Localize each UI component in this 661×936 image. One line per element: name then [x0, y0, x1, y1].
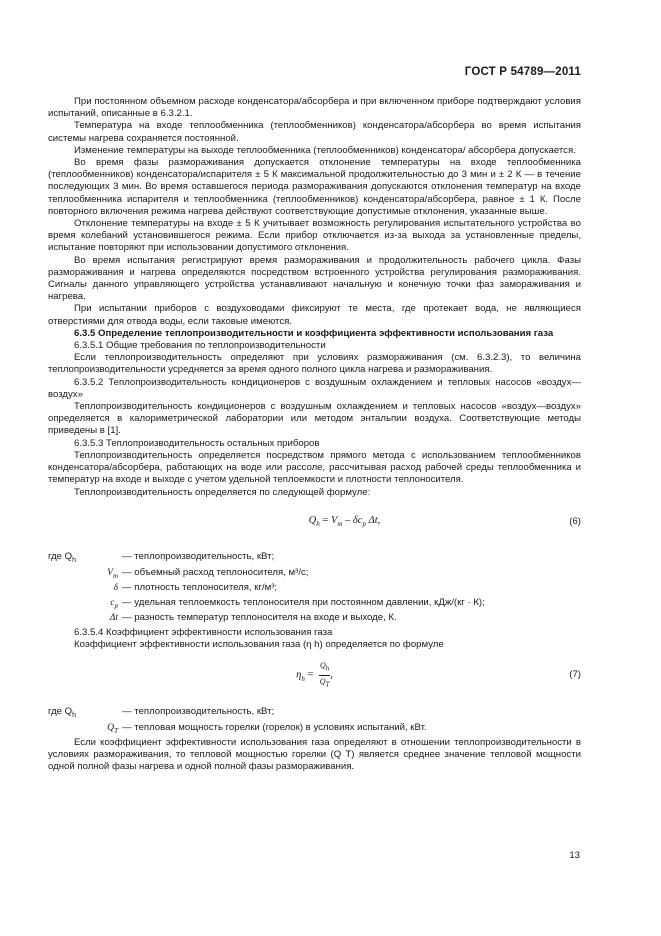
document-body: [48, 96, 581, 773]
subsection-title: 6.3.5.3 Теплопроизводительность остальных приборов: [74, 437, 320, 449]
definition-row: где $Q_h$ — теплопроизводительность, кВт;: [48, 705, 275, 719]
paragraph: Теплопроизводительность определяется по следующей формуле:: [74, 486, 371, 498]
formula-number: (7): [569, 668, 581, 680]
definition-row: $V_m$ — объемный расход теплоносителя, м³/с;: [107, 566, 309, 580]
paragraph: При испытании приборов с воздуховодами фиксируют те места, где протекает вода, не являющиеся отверстиями для отвода воды, если таковые имеются.: [48, 303, 581, 327]
page-number: 13: [569, 850, 580, 861]
definition-row: $c_p$ — удельная теплоемкость теплоносителя при постоянном давлении, кДж/(кг · К);: [110, 597, 485, 610]
subsection-title: 6.3.5.1 Общие требования по теплопроизводительности: [74, 340, 326, 352]
paragraph: Изменение температуры на выходе теплообменника (теплообменников) конденсатора/ абсорбера допускается.: [74, 144, 576, 156]
paragraph: Отклонение температуры на входе ± 5 К учитывает возможность регулирования испытательного устройства во время колебаний установившегося режима. Если прибор отключается из-за выхода за установленные пределы, испытание повторяют при использовании допустимого отклонения.: [48, 218, 581, 254]
definition-row: где $Q_h$ — теплопроизводительность, кВт;: [48, 550, 275, 564]
paragraph: Если коэффициент эффективности использования газа определяют в отношении теплопроизводительности в условиях размораживания, то тепловой мощностью горелки (Q T) является среднее значение тепловой мощности одной полной фазы нагрева и одной полной фазы размораживания.: [48, 736, 581, 773]
fraction: $\frac{Q_h}{Q_T}$: [319, 661, 330, 689]
paragraph: Во время испытания регистрируют время размораживания и продолжительность рабочего цикла. Фазы размораживания и нагрева определяются посредством встроенного устройства регулирования размораживания. Сигналы данного управляющего устройства устанавливают начальную и конечную точки фаз замораживания и нагрева.: [48, 254, 581, 303]
formula-number: (6): [569, 515, 581, 527]
paragraph: Во время фазы размораживания допускается отклонение температуры на входе теплообменника (теплообменников) конденсатора/испарителя ± 5 К максимальной продолжительностью до 3 мин и ± 2 К — в течение последующих 3 мин. Во время оставшегося периода размораживания допускаются отклонения температур на входе теплообменника испарителя и теплообменника (теплообменников) конденсатора/абсорбера, равное ± 1 К. После повторного включения режима нагрева действуют соответствующие допустимые отклонения, указанные выше.: [48, 157, 581, 217]
formula-6: $Q_h = V_m - \delta c_p$ Δt, (6): [308, 515, 581, 529]
formula-7: $\eta_h$ = $\frac{Q_h}{Q_T}$ , (7): [48, 666, 581, 686]
section-heading: 6.3.5 Определение теплопроизводительности и коэффициента эффективности использования газа: [74, 327, 554, 339]
definitions-list: [48, 551, 581, 628]
subsection-title: 6.3.5.4 Коэффициент эффективности использования газа: [74, 627, 333, 639]
paragraph: Температура на входе теплообменника (теплообменников) конденсатора/абсорбера во время испытания системы нагрева сохраняется постоянной.: [48, 120, 581, 144]
paragraph: Теплопроизводительность определяется посредством прямого метода с использованием теплообменников конденсатора/абсорбера, работающих на воде или рассоле, рассчитывая расход рабочей среды теплообменника и температур на входе и выходе с учетом удельной теплоемкости и плотности теплоносителя.: [48, 449, 581, 486]
definitions-list: [48, 706, 581, 737]
definition-row: Δt — разность температур теплоносителя на входе и выходе, К.: [109, 612, 397, 624]
definition-row: $Q_T$ — тепловая мощность горелки (горелок) в условиях испытаний, кВт.: [107, 721, 427, 735]
document-header: ГОСТ Р 54789—2011: [464, 66, 581, 78]
subsection-title: 6.3.5.2 Теплопроизводительность кондиционеров с воздушным охлаждением и тепловых насосов «воздух—воздух»: [48, 376, 581, 400]
paragraph: При постоянном объемном расходе конденсатора/абсорбера и при включенном приборе подтверждают условия испытаний, описанные в 6.3.2.1.: [48, 96, 581, 120]
definition-row: δ — плотность теплоносителя, кг/м³;: [113, 581, 278, 593]
paragraph: Если теплопроизводительность определяют при условиях размораживания (см. 6.3.2.3), то величина теплопроизводительности усредняется за время одного полного цикла нагрева и размораживания.: [48, 352, 581, 376]
paragraph: Теплопроизводительность кондиционеров с воздушным охлаждением и тепловых насосов «воздух—воздух» определяется в калориметрической лаборатории или методом энтальпии воздуха. Соответствующие методы приведены в [1].: [48, 401, 581, 437]
paragraph: Коэффициент эффективности использования газа (η h) определяется по формуле: [74, 639, 444, 651]
